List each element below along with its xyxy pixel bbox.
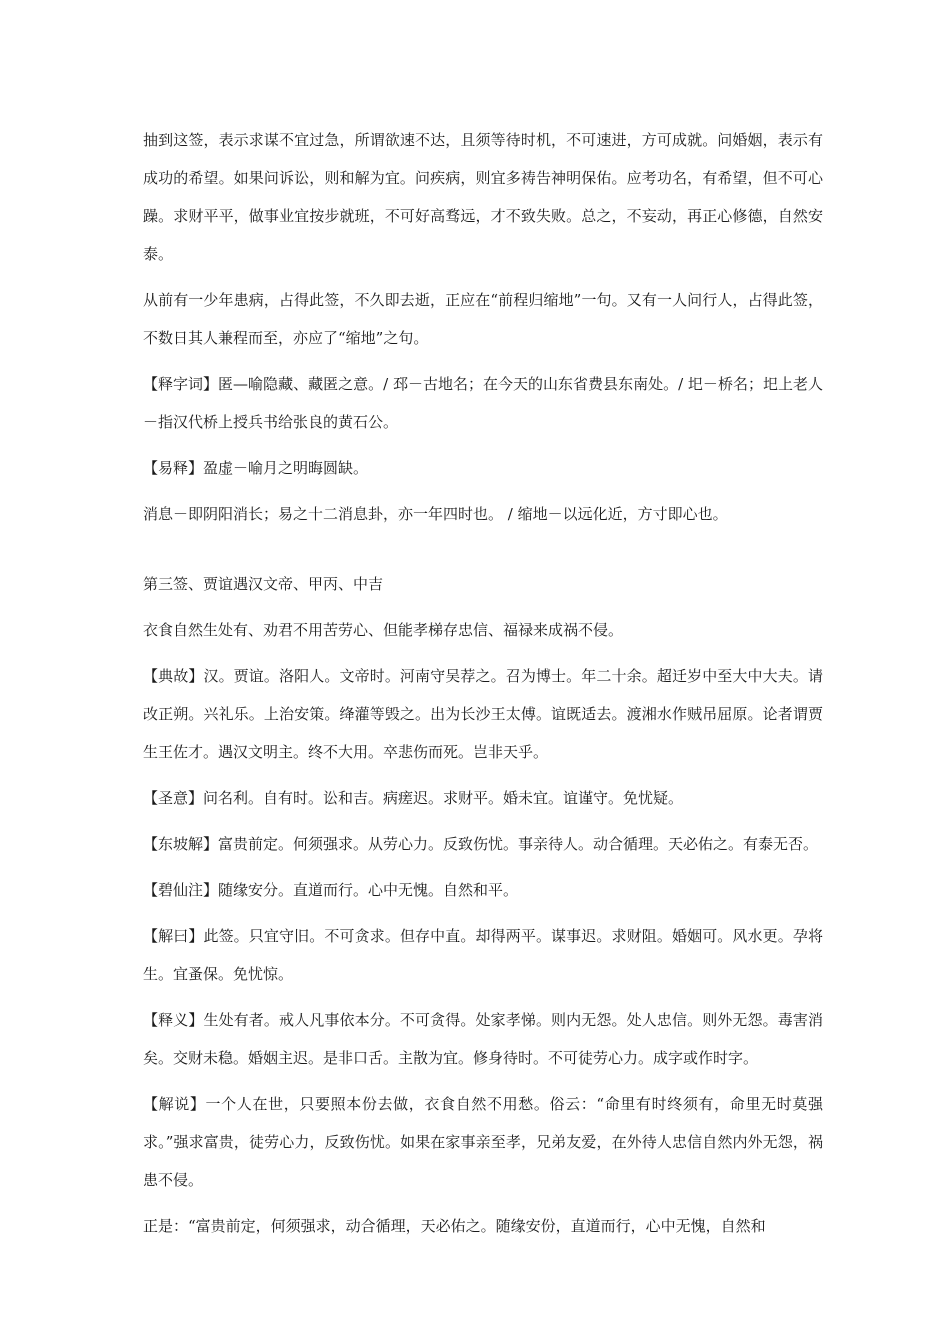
- paragraph-dongpo: 【东坡解】富贵前定。何须强求。从劳心力。反致伤忧。事亲待人。动合循理。天必佑之。有泰无否。: [143, 835, 819, 853]
- paragraph-xiaoxi: 消息－即阴阳消长；易之十二消息卦，亦一年四时也。 / 缩地－以远化近，方寸即心也。: [143, 505, 728, 523]
- paragraph-sign-interpretation: 抽到这签，表示求谋不宜过急，所谓欲速不达，且须等待时机，不可速进，方可成就。问婚姻，表示有成功的希望。如果问诉讼，则和解为宜。问疾病，则宜多祷告神明保佑。应考功名，有希望，但不可心躁。求财平平，做事业宜按步就班，不可好高骛远，才不致失败。总之，不妄动，再正心修德，自然安泰。: [143, 131, 823, 263]
- paragraph-yi-explanation: 【易释】盈虚－喻月之明晦圆缺。: [143, 459, 369, 477]
- paragraph-diangu: 【典故】汉。贾谊。洛阳人。文帝时。河南守吴荐之。召为博士。年二十余。超迁岁中至大中大夫。请改正朔。兴礼乐。上治安策。绛灌等毁之。出为长沙王太傅。谊既适去。渡湘水作贼吊屈原。论者谓贾生王佐才。遇汉文明主。终不大用。卒悲伤而死。岂非天乎。: [143, 667, 823, 761]
- paragraph-word-explanation: 【释字词】匿—喻隐藏、藏匿之意。/ 邳－古地名；在今天的山东省费县东南处。/ 圯－桥名；圯上老人－指汉代桥上授兵书给张良的黄石公。: [143, 375, 823, 431]
- paragraph-shengyi: 【圣意】问名利。自有时。讼和吉。病瘥迟。求财平。婚未宜。谊谨守。免忧疑。: [143, 789, 684, 807]
- paragraph-anecdote: 从前有一少年患病，占得此签，不久即去逝，正应在“前程归缩地”一句。又有一人问行人，占得此签，不数日其人兼程而至，亦应了“缩地”之句。: [143, 291, 823, 347]
- paragraph-zhengshi: 正是：“富贵前定，何须强求，动合循理，天必佑之。随缘安份，直道而行，心中无愧，自然和: [143, 1217, 766, 1235]
- paragraph-jieshuo: 【解说】一个人在世，只要照本份去做，衣食自然不用愁。俗云：“命里有时终须有，命里无时莫强求。”强求富贵，徒劳心力，反致伤忧。如果在家事亲至孝，兄弟友爱，在外待人忠信自然内外无怨，祸患不侵。: [143, 1095, 823, 1189]
- section-title-third-sign: 第三签、贾谊遇汉文帝、甲丙、中吉: [143, 575, 384, 593]
- paragraph-bixian: 【碧仙注】随缘安分。直道而行。心中无愧。自然和平。: [143, 881, 519, 899]
- document-body: [143, 121, 823, 1253]
- paragraph-jieyue: 【解曰】此签。只宜守旧。不可贪求。但存中直。却得两平。谋事迟。求财阻。婚姻可。风水更。孕将生。宜蚤保。免忧惊。: [143, 927, 823, 983]
- paragraph-sign-verse: 衣食自然生处有、劝君不用苦劳心、但能孝梯存忠信、福禄来成祸不侵。: [143, 621, 624, 639]
- paragraph-shiyi: 【释义】生处有者。戒人凡事依本分。不可贪得。处家孝悌。则内无怨。处人忠信。则外无怨。毒害消矣。交财未稳。婚姻主迟。是非口舌。主散为宜。修身待时。不可徒劳心力。成字或作时字。: [143, 1011, 823, 1067]
